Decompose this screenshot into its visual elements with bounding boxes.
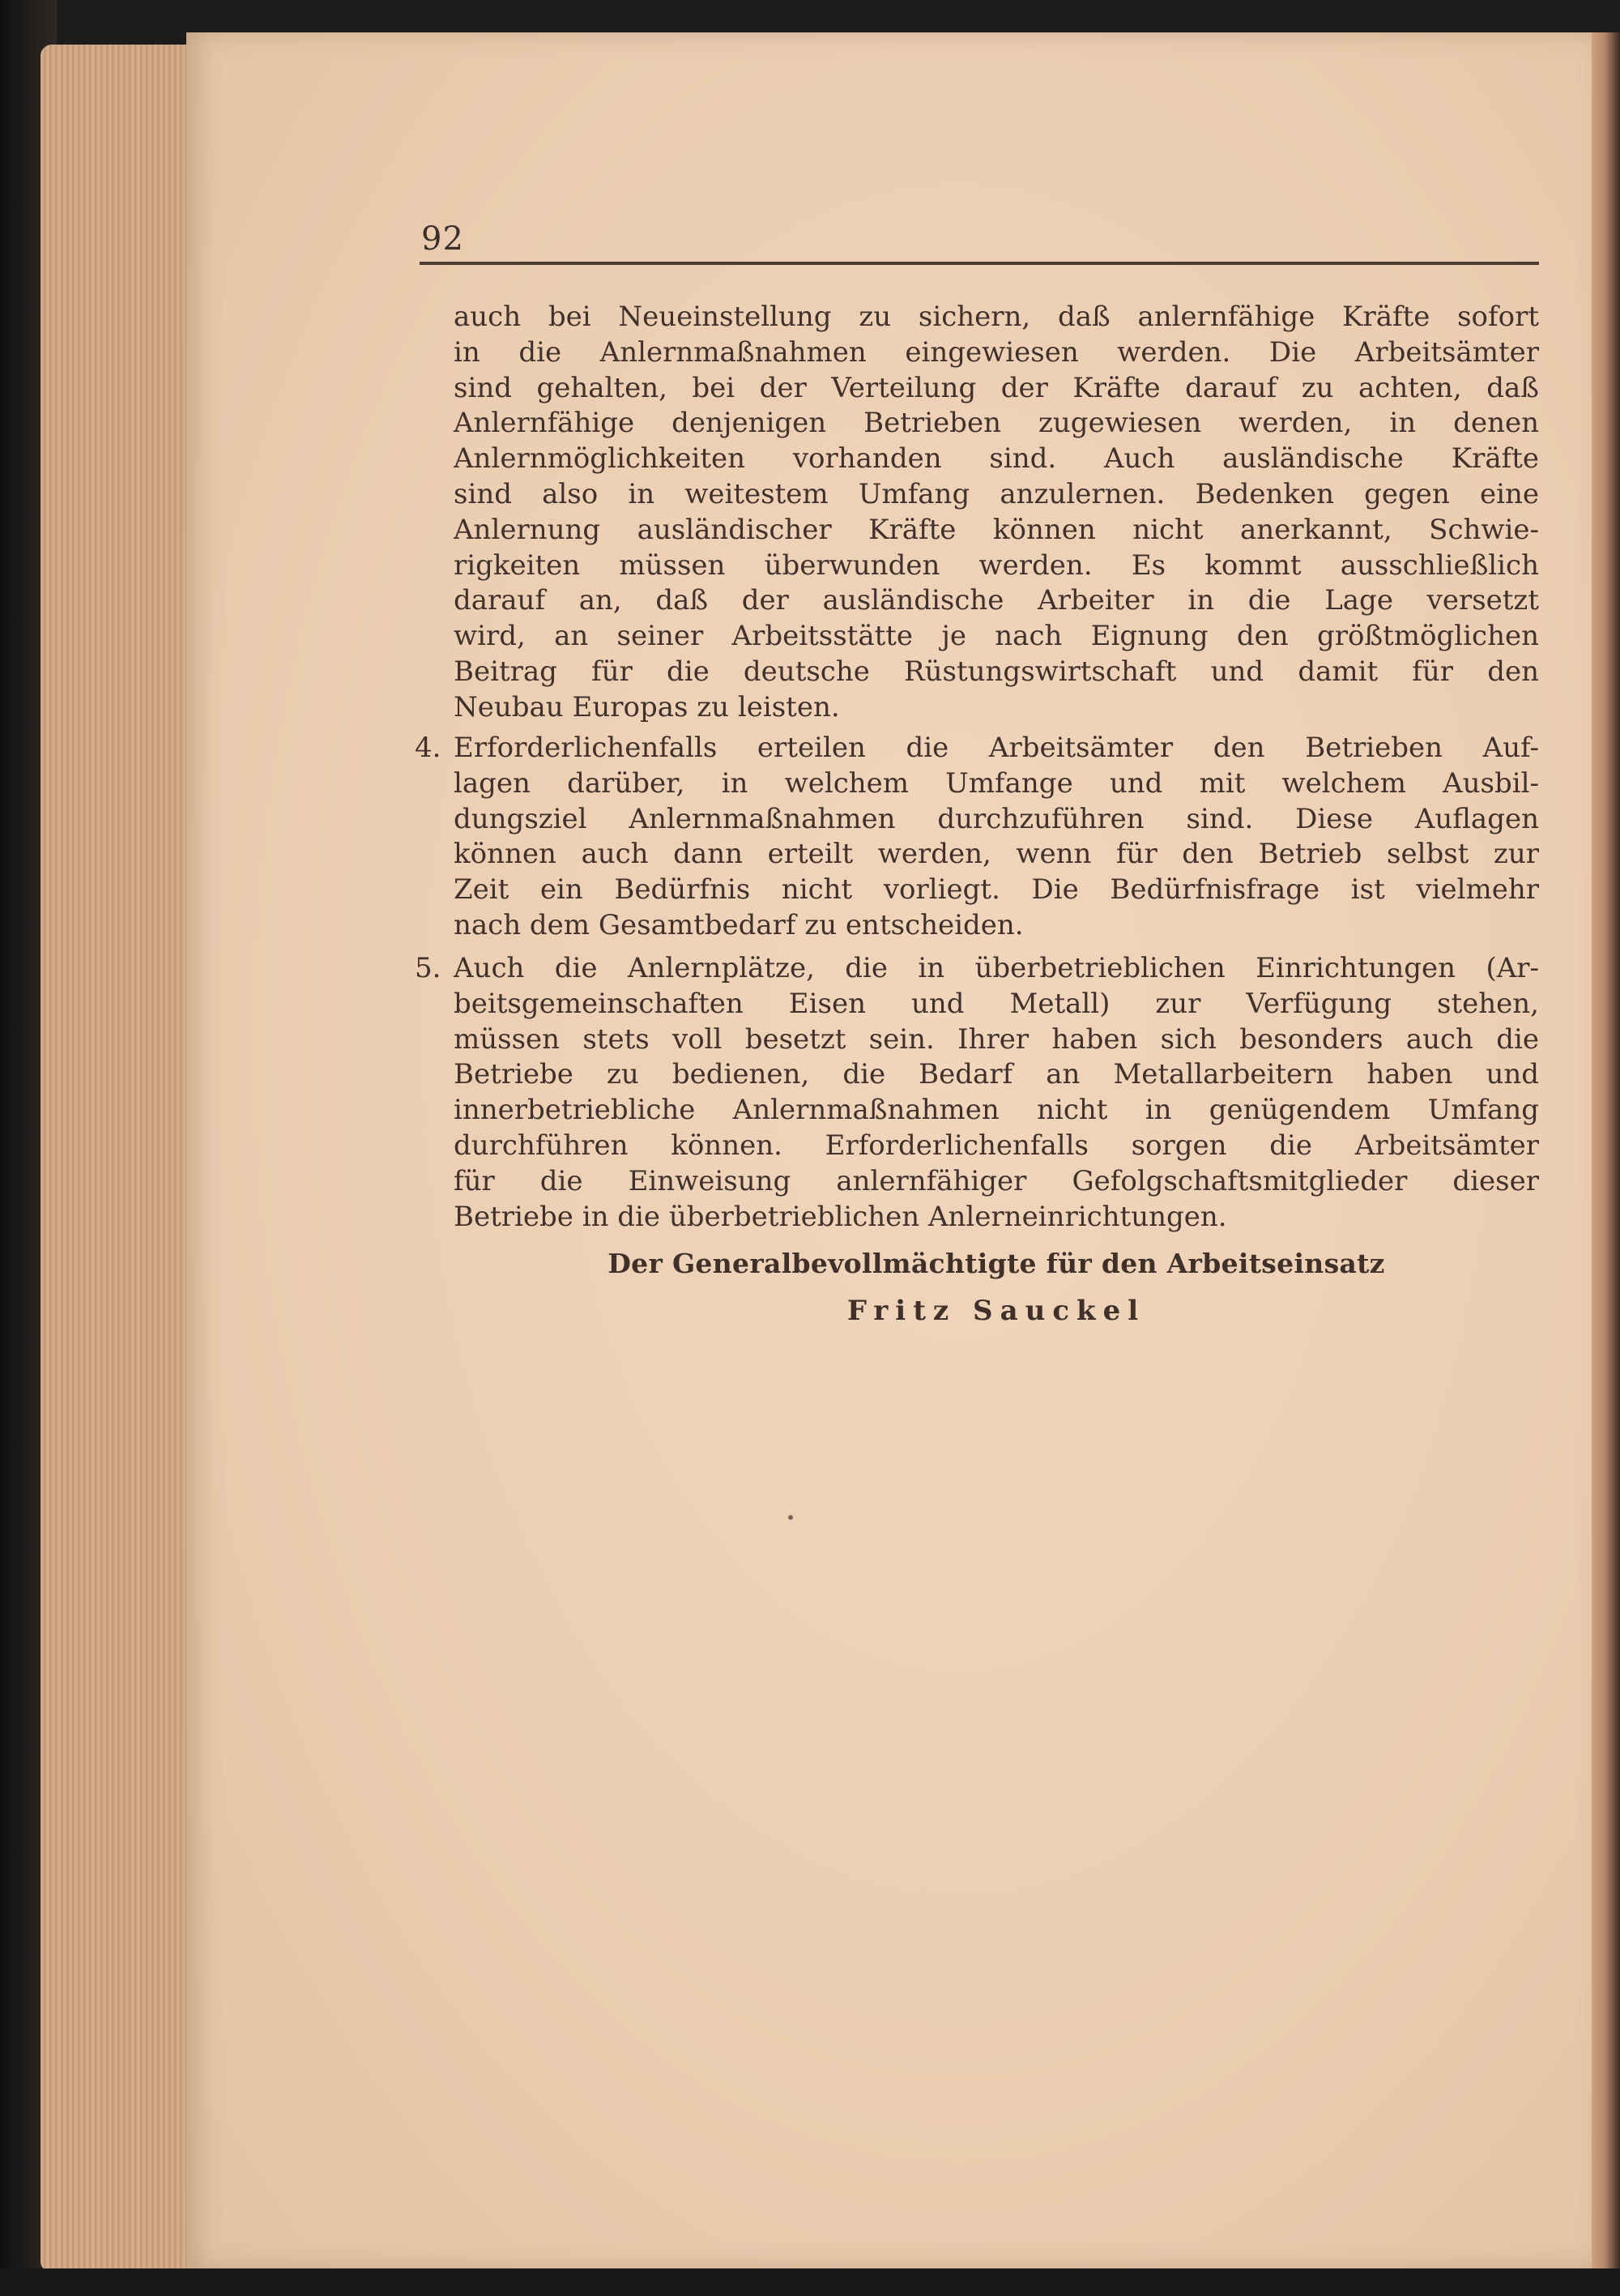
text-line: in die Anlernmaßnahmen eingewiesen werden. Die Arbeitsämter [454,335,1539,369]
text-line: Auch die Anlernplätze, die in überbetrieblichen Einrichtungen (Ar- [454,952,1539,984]
signature-name: Fritz Sauckel [846,1295,1146,1327]
header-rule [420,262,1539,265]
text-line: auch bei Neueinstellung zu sichern, daß anlernfähige Kräfte sofort [454,301,1539,333]
text-line: lagen darüber, in welchem Umfange und mit welchem Ausbil- [454,766,1539,800]
text-line: sind also in weitestem Umfang anzulernen. Bedenken gegen eine [454,477,1539,510]
text-line: Anlernmöglichkeiten vorhanden sind. Auch ausländische Kräfte [454,442,1539,476]
list-item-marker: 5. [415,952,441,984]
text-line: nach dem Gesamtbedarf zu entscheiden. [454,908,1024,941]
text-line: Anlernfähige denjenigen Betrieben zugewiesen werden, in denen [454,407,1539,440]
list-item-4 [415,731,1539,944]
text-line: sind gehalten, bei der Verteilung der Kräfte darauf zu achten, daß [454,371,1539,404]
text-line: müssen stets voll besetzt sein. Ihrer haben sich besonders auch die [454,1022,1539,1056]
page-number: 92 [421,220,464,258]
text-line: beitsgemeinschaften Eisen und Metall) zur Verfügung stehen, [454,987,1539,1020]
text-line: dungsziel Anlernmaßnahmen durchzuführen sind. Diese Auflagen [454,802,1539,835]
page-edges [40,45,202,2273]
page-speck [788,1515,793,1520]
list-item-marker: 4. [415,732,441,764]
text-line: Zeit ein Bedürfnis nicht vorliegt. Die Bedürfnisfrage ist vielmehr [454,873,1539,907]
text-line: Betriebe zu bedienen, die Bedarf an Metallarbeitern haben und [454,1058,1539,1091]
text-line: durchführen können. Erforderlichenfalls sorgen die Arbeitsämter [454,1129,1539,1162]
text-line: wird, an seiner Arbeitsstätte je nach Eignung den größtmöglichen [454,620,1539,653]
text-line: können auch dann erteilt werden, wenn für den Betrieb selbst zur [454,838,1539,871]
text-line: rigkeiten müssen überwunden werden. Es kommt ausschließlich [454,548,1539,582]
text-line: innerbetriebliche Anlernmaßnahmen nicht in genügendem Umfang [454,1094,1539,1127]
text-line: Betriebe in die überbetrieblichen Anlerneinrichtungen. [454,1200,1227,1233]
text-line: darauf an, daß der ausländische Arbeiter in die Lage versetzt [454,584,1539,617]
body-paragraph [454,300,1539,726]
scan-background [0,2268,1620,2296]
text-line: Erforderlichenfalls erteilen die Arbeitsämter den Betrieben Auf- [454,732,1539,764]
text-line: Beitrag für die deutsche Rüstungswirtschaft und damit für den [454,655,1539,688]
page-right-edge [1592,32,1620,2268]
text-line: Neubau Europas zu leisten. [454,690,840,723]
list-item-5 [415,951,1539,1235]
signature-title: Der Generalbevollmächtigte für den Arbeitseinsatz [608,1248,1385,1279]
text-line: Anlernung ausländischer Kräfte können nicht anerkannt, Schwie- [454,513,1539,546]
text-line: für die Einweisung anlernfähiger Gefolgschaftsmitglieder dieser [454,1164,1539,1197]
